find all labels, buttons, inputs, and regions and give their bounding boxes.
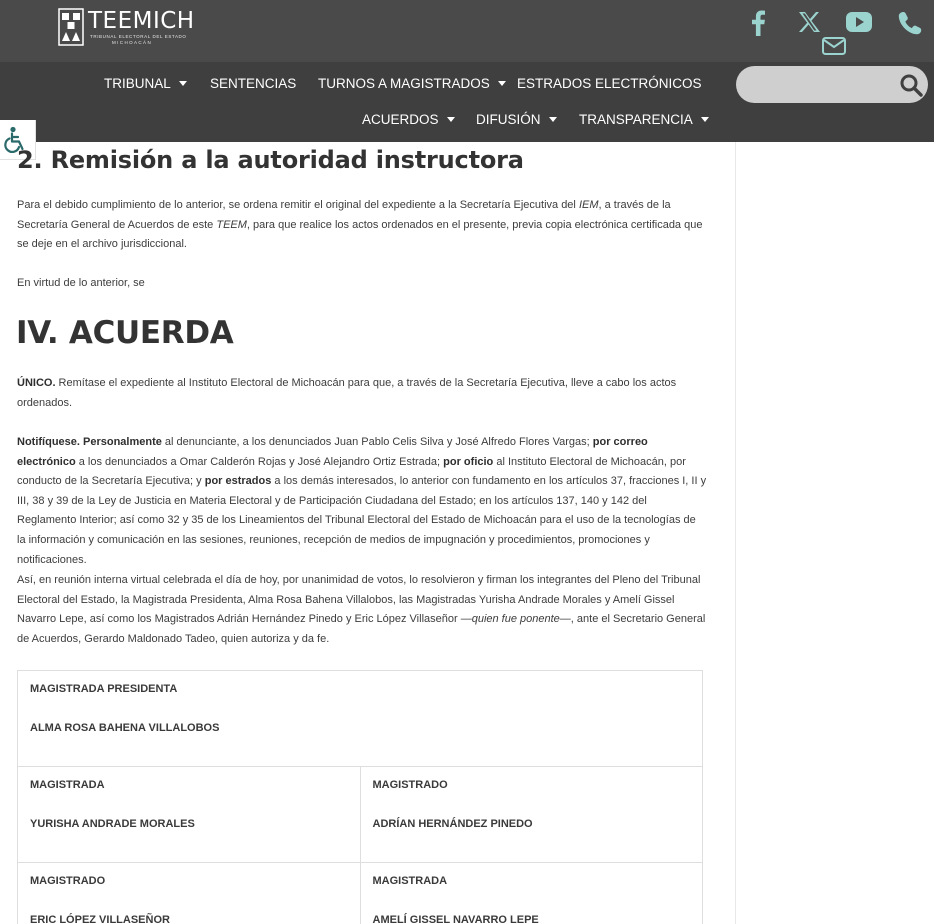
logo-emblem-icon <box>58 8 84 46</box>
signature-cell <box>360 863 703 924</box>
nav-item-sentencias[interactable] <box>210 76 296 92</box>
text: Para el debido cumplimiento de lo anterior, se ordena remitir el original del expediente a la Secretaría Ejecutiva del <box>17 199 579 211</box>
nav-item-turnos[interactable] <box>318 76 506 92</box>
text-bold: Notifíquese. Personalmente <box>17 436 162 448</box>
signature-role: MAGISTRADO <box>372 779 448 791</box>
site-logo[interactable] <box>56 6 195 48</box>
mail-link[interactable] <box>822 37 846 55</box>
text-bold: por estrados <box>204 475 272 488</box>
signature-role: MAGISTRADA <box>372 875 448 887</box>
text: al denunciante, a los denunciados Juan Pablo Celis Silva y José Alfredo Flores Vargas; <box>161 436 593 448</box>
text-bold: por oficio <box>443 455 494 468</box>
nav-label: TRIBUNAL <box>104 76 171 91</box>
nav-item-acuerdos[interactable] <box>362 112 455 128</box>
logo-title: TEEMICH <box>88 8 195 34</box>
nav-label: TRANSPARENCIA <box>579 112 693 127</box>
nav-label: TURNOS A MAGISTRADOS <box>318 76 490 91</box>
search-bar <box>736 66 928 103</box>
chevron-down-icon <box>549 117 557 122</box>
table-row <box>18 671 702 767</box>
chevron-down-icon <box>701 117 709 122</box>
chevron-down-icon <box>447 117 455 122</box>
signature-name: ADRÍAN HERNÁNDEZ PINEDO <box>372 818 533 830</box>
signature-name: AMELÍ GISSEL NAVARRO LEPE <box>372 914 539 924</box>
x-icon <box>798 11 820 33</box>
text: a los demás interesados, lo anterior con fundamento en los artículos 37, fracciones I, II y III, 38 y 39 de la Ley de Justicia en Materia Electoral y de Participación Ciudadana del Estado; en los artículos 137, 140 y 142 del Reglamento Interior; así como 32 y 35 de los Lineamientos del Tribunal Electoral del Estado de Michoacán para el uso de la tecnologías de la información y comunicación en las sesiones, reuniones, recepción de medios de impugnación y procedimientos, promociones y notificaciones. <box>17 475 707 566</box>
nav-item-estrados[interactable] <box>517 76 702 92</box>
nav-label: DIFUSIÓN <box>476 112 541 127</box>
text: , para que realice los actos ordenados en el presente, previa copia electrónica certificada que se deje en el archivo jurisdiccional. <box>17 218 703 251</box>
nav-label: ESTRADOS ELECTRÓNICOS <box>517 76 702 91</box>
text-teem: TEEM <box>216 218 247 231</box>
signature-cell <box>18 863 360 924</box>
phone-link[interactable] <box>897 10 923 36</box>
nav-item-transparencia[interactable] <box>579 112 709 128</box>
paragraph-remision <box>17 196 707 255</box>
table-row <box>18 863 702 924</box>
signature-table <box>17 670 703 924</box>
table-row <box>18 767 702 863</box>
signature-role: MAGISTRADA <box>30 779 105 791</box>
text: Remítase el expediente al Instituto Electoral de Michoacán para que, a través de la Secretaría Ejecutiva, lleve a cabo los actos ordenados. <box>17 377 677 409</box>
sidebar-divider <box>735 142 736 924</box>
chevron-down-icon <box>179 81 187 86</box>
signature-cell <box>18 671 702 766</box>
nav-item-difusion[interactable] <box>476 112 557 128</box>
text-iem: IEM <box>578 199 599 211</box>
signature-name: ALMA ROSA BAHENA VILLALOBOS <box>30 722 220 734</box>
search-button[interactable] <box>899 73 923 97</box>
nav-label: SENTENCIAS <box>210 76 297 91</box>
youtube-link[interactable] <box>846 12 872 32</box>
paragraph-unico <box>17 374 707 413</box>
text: —, ante el Secretario General de Acuerdos, Gerardo Maldonado Tadeo, quien autoriza y da fe. <box>17 613 706 645</box>
phone-icon <box>897 10 923 36</box>
x-link[interactable] <box>798 11 820 33</box>
text-italic: quien fue ponente <box>471 613 560 626</box>
mail-icon <box>822 37 846 55</box>
logo-subtitle-state: MICHOACÁN <box>112 40 153 45</box>
nav-label: ACUERDOS <box>362 112 439 127</box>
text: Así, en reunión interna virtual celebrada el día de hoy, por unanimidad de votos, lo resolvieron y firman los integrantes del Pleno del Tribunal Electoral del Estado, la Magistrada Presidenta, Alma Rosa Bahena Villalobos, las Magistradas Yurisha Andrade Morales y Amelí Gissel Navarro Lepe, así como los Magistrados Adrián Hernández Pinedo y Eric López Villaseñor — <box>17 574 701 626</box>
text-bold: ÚNICO. <box>17 377 56 389</box>
text: al Instituto Electoral de Michoacán, por conducto de la Secretaría Ejecutiva; y <box>17 455 686 488</box>
main-title: IV. ACUERDA <box>16 315 234 351</box>
signature-name: ERIC LÓPEZ VILLASEÑOR <box>30 914 170 924</box>
facebook-link[interactable] <box>750 10 766 36</box>
signature-role: MAGISTRADA PRESIDENTA <box>30 683 178 695</box>
signature-name: YURISHA ANDRADE MORALES <box>30 818 195 830</box>
paragraph-firma <box>17 571 707 649</box>
signature-role: MAGISTRADO <box>30 875 106 887</box>
chevron-down-icon <box>498 81 506 86</box>
site-header <box>0 0 934 62</box>
nav-item-tribunal[interactable] <box>104 76 187 92</box>
paragraph-virtud: En virtud de lo anterior, se <box>17 277 145 289</box>
text: a los denunciados a Omar Calderón Rojas y José Alejandro Ortiz Estrada; <box>75 455 444 468</box>
logo-subtitle: TRIBUNAL ELECTORAL DEL ESTADO <box>90 34 187 39</box>
search-icon <box>899 73 923 97</box>
facebook-icon <box>750 10 766 36</box>
text: , a través de la Secretaría General de Acuerdos de este <box>17 199 671 231</box>
search-input[interactable] <box>750 72 900 97</box>
section-title: 2. Remisión a la autoridad instructora <box>17 146 524 174</box>
paragraph-notifiquese <box>17 433 707 570</box>
text-bold: por correo electrónico <box>17 436 648 468</box>
signature-cell <box>360 767 703 862</box>
signature-cell <box>18 767 360 862</box>
youtube-icon <box>846 12 872 32</box>
